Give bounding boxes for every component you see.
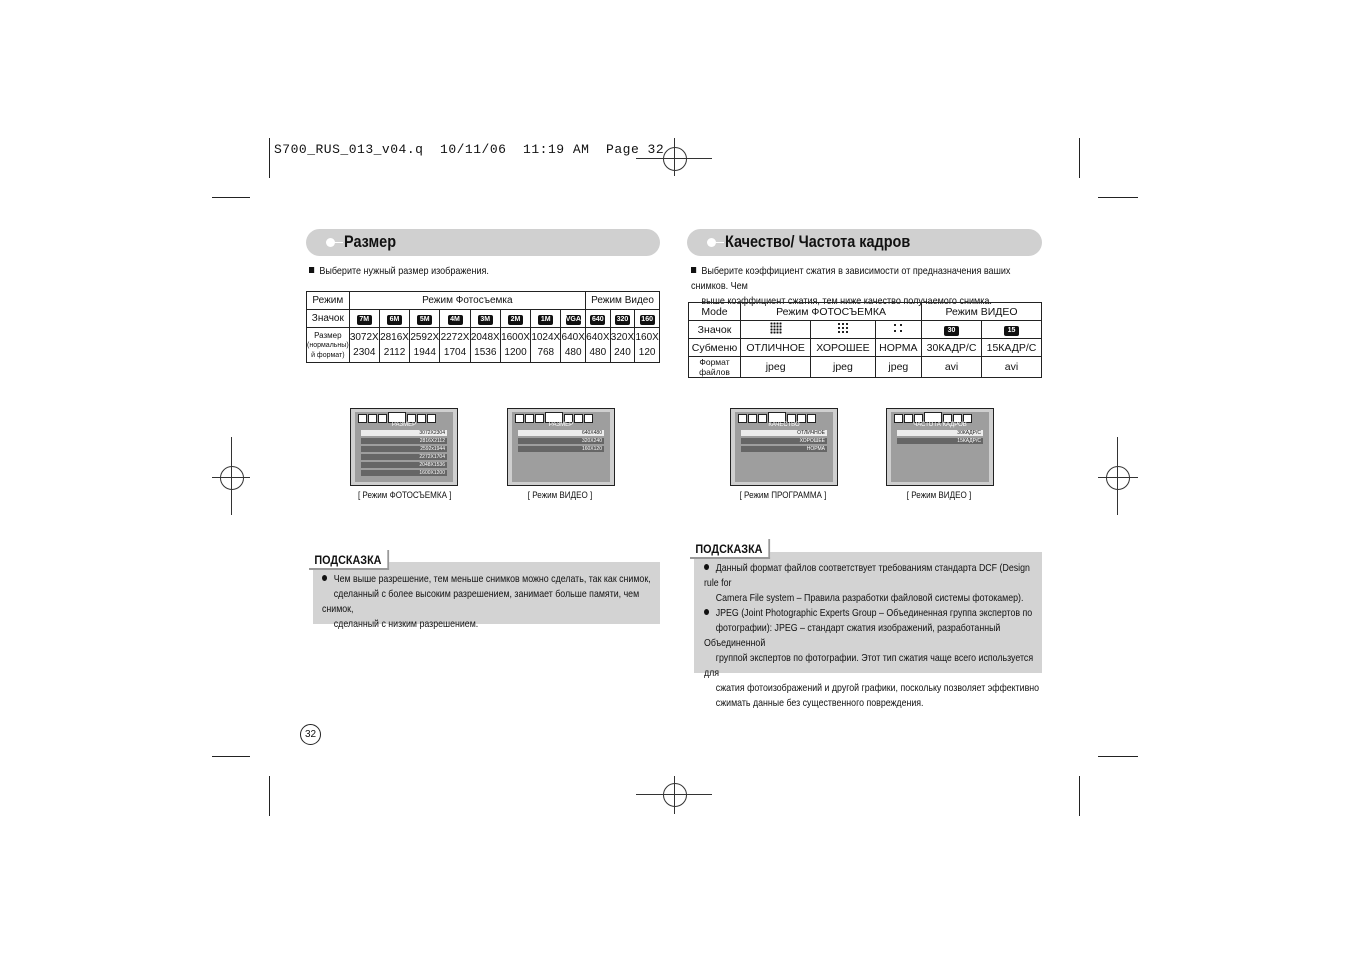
format-cell: jpeg bbox=[741, 357, 811, 378]
registration-line bbox=[674, 138, 675, 176]
crop-mark bbox=[1098, 756, 1138, 757]
registration-mark bbox=[663, 783, 687, 807]
screen-header: КАЧЕСТВО bbox=[768, 422, 800, 428]
screen-row: 2048X1536 bbox=[361, 462, 447, 468]
crop-mark bbox=[1079, 138, 1080, 178]
screen-row: 15КАДР/С bbox=[897, 438, 983, 444]
square-bullet-icon bbox=[309, 267, 314, 273]
tip-text: Данный формат файлов соответствует требованиям стандарта DCF (Design rule for Camera File system – Правила разработки файловой системы фотокамер). JPEG (Joint Photographic Experts Group – Объединенная группа экспертов по фотографии): JPEG – стандарт сжатия изображений, разработанный Объединенной группой экспертов по фотографии. Этот тип сжатия чаще всего используется для сжатия фотоизображений и другой графики, поскольку позволяет эффективно сжимать данные без существенного повреждения. bbox=[704, 562, 1040, 709]
fine-icon bbox=[837, 322, 849, 334]
screen-header: ЧАСТОТА КАДРОВ bbox=[913, 422, 967, 428]
bullet-icon bbox=[704, 564, 709, 570]
size-160-icon: 160 bbox=[641, 315, 653, 323]
screen-row: ОТЛИЧНОЕ bbox=[741, 430, 827, 436]
bullet-dot-icon bbox=[707, 238, 716, 247]
size-cell: 3072X 2304 bbox=[349, 328, 379, 363]
registration-mark bbox=[663, 147, 687, 171]
normal-icon bbox=[892, 322, 904, 334]
size-cell: 2592X 1944 bbox=[410, 328, 440, 363]
size-cell: 320X 240 bbox=[610, 328, 635, 363]
size-1m-icon: 1M bbox=[538, 315, 553, 325]
size-5m-icon: 5M bbox=[417, 315, 432, 325]
size-cell: 640X 480 bbox=[561, 328, 586, 363]
size-cell: 1024X 768 bbox=[531, 328, 561, 363]
tip-text: Чем выше разрешение, тем меньше снимков можно сделать, так как снимок, сделанный с более высоким разрешением, занимает больше памяти, чем снимок, сделанный с низким разрешением. bbox=[322, 573, 651, 630]
screen-row: НОРМА bbox=[741, 446, 827, 452]
screen-row: 320X240 bbox=[518, 438, 604, 444]
registration-line bbox=[674, 776, 675, 814]
submenu-cell: 30КАДР/С bbox=[922, 339, 982, 357]
row-label-mode: Mode bbox=[689, 303, 741, 321]
size-7m-icon: 7M bbox=[357, 315, 372, 325]
screen-caption: [ Режим ФОТОСЪЕМКА ] bbox=[357, 490, 452, 501]
row-label-icon: Значок bbox=[689, 321, 741, 339]
registration-line bbox=[1117, 437, 1118, 515]
size-2m-icon: 2M bbox=[508, 315, 523, 325]
screen-row: 30КАДР/С bbox=[897, 430, 983, 436]
size-cell: 1600X 1200 bbox=[500, 328, 530, 363]
size-cell: 2272X 1704 bbox=[440, 328, 470, 363]
print-slug: S700_RUS_013_v04.q 10/11/06 11:19 AM Page 32 bbox=[274, 142, 665, 157]
crop-mark bbox=[269, 138, 270, 178]
row-label-icon: Значок bbox=[307, 310, 350, 328]
size-cell: 2816X 2112 bbox=[379, 328, 409, 363]
bullet-dot-icon bbox=[326, 238, 335, 247]
row-label-submenu: Субменю bbox=[689, 339, 741, 357]
section-title: Качество/ Частота кадров bbox=[725, 232, 911, 251]
registration-line bbox=[1098, 477, 1138, 478]
screen-header: РАЗМЕР bbox=[548, 422, 574, 428]
size-4m-icon: 4M bbox=[448, 315, 463, 325]
registration-line bbox=[231, 437, 232, 515]
size-6m-icon: 6M bbox=[387, 315, 402, 325]
crop-mark bbox=[269, 776, 270, 816]
lcd-screen-video-size bbox=[507, 408, 615, 486]
mode-photo-header: Режим Фотосъемка bbox=[349, 292, 585, 310]
screen-row: 640X480 bbox=[518, 430, 604, 436]
instruction: Выберите коэффициент сжатия в зависимости от предназначения ваших снимков. Чем выше коэффициент сжатия, тем ниже качество получаемого снимка. bbox=[691, 265, 1011, 307]
lcd-screen-quality bbox=[730, 408, 838, 486]
mode-video-header: Режим Видео bbox=[586, 292, 660, 310]
size-320-icon: 320 bbox=[616, 315, 629, 323]
submenu-cell: НОРМА bbox=[875, 339, 922, 357]
crop-mark bbox=[1098, 197, 1138, 198]
15fps-icon: 15 bbox=[1004, 326, 1019, 336]
screen-row: 1600X1200 bbox=[361, 470, 447, 476]
size-vga-icon: VGA bbox=[565, 315, 581, 323]
super-fine-icon bbox=[770, 322, 782, 334]
bullet-icon bbox=[704, 609, 709, 615]
section-title-bar bbox=[306, 229, 660, 256]
screen-row: 3072X2304 bbox=[361, 430, 447, 436]
crop-mark bbox=[212, 756, 250, 757]
submenu-cell: ХОРОШЕЕ bbox=[811, 339, 875, 357]
screen-row: 2816X2112 bbox=[361, 438, 447, 444]
size-cell: 160X 120 bbox=[635, 328, 660, 363]
screen-caption: [ Режим ВИДЕО ] bbox=[527, 490, 593, 501]
section-title: Размер bbox=[344, 232, 397, 251]
size-table bbox=[306, 291, 660, 363]
submenu-cell: 15КАДР/С bbox=[982, 339, 1042, 357]
format-cell: avi bbox=[982, 357, 1042, 378]
row-label-format: Формат файлов bbox=[689, 357, 741, 378]
page-number: 32 bbox=[300, 724, 321, 745]
row-label-size: Размер (нормальны) й формат) bbox=[307, 328, 350, 363]
size-cell: 640X 480 bbox=[586, 328, 611, 363]
tip-label: ПОДСКАЗКА bbox=[690, 539, 770, 559]
size-cell: 2048X 1536 bbox=[470, 328, 500, 363]
instruction: Выберите нужный размер изображения. bbox=[309, 264, 653, 279]
mode-video-header: Режим ВИДЕО bbox=[922, 303, 1042, 321]
lcd-screen-photo-size bbox=[350, 408, 458, 486]
crop-mark bbox=[1079, 776, 1080, 816]
screen-caption: [ Режим ПРОГРАММА ] bbox=[739, 490, 827, 501]
format-cell: jpeg bbox=[811, 357, 875, 378]
format-cell: jpeg bbox=[875, 357, 922, 378]
screen-row: 2272X1704 bbox=[361, 454, 447, 460]
row-label-mode: Режим bbox=[307, 292, 350, 310]
lcd-screen-frame-rate bbox=[886, 408, 994, 486]
tip-label: ПОДСКАЗКА bbox=[309, 550, 389, 570]
quality-table bbox=[688, 302, 1042, 378]
screen-header: РАЗМЕР bbox=[391, 422, 417, 428]
screen-caption: [ Режим ВИДЕО ] bbox=[906, 490, 972, 501]
section-title-bar bbox=[687, 229, 1042, 256]
size-3m-icon: 3M bbox=[478, 315, 493, 325]
submenu-cell: ОТЛИЧНОЕ bbox=[741, 339, 811, 357]
square-bullet-icon bbox=[691, 267, 696, 273]
screen-row: ХОРОШЕЕ bbox=[741, 438, 827, 444]
30fps-icon: 30 bbox=[944, 326, 959, 336]
format-cell: avi bbox=[922, 357, 982, 378]
bullet-icon bbox=[322, 575, 327, 581]
crop-mark bbox=[212, 197, 250, 198]
screen-row: 160X120 bbox=[518, 446, 604, 452]
registration-mark bbox=[220, 466, 244, 490]
registration-mark bbox=[1106, 466, 1130, 490]
screen-row: 2592x1944 bbox=[361, 446, 447, 452]
mode-photo-header: Режим ФОТОСЪЕМКА bbox=[741, 303, 922, 321]
size-640-icon: 640 bbox=[592, 315, 604, 323]
